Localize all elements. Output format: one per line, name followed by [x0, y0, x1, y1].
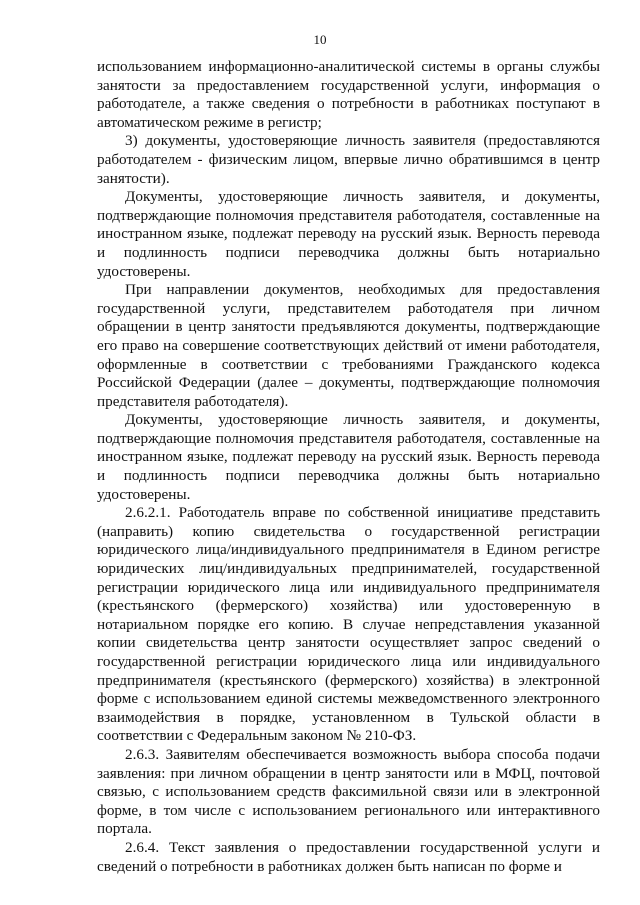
- paragraph-representative-authority: При направлении документов, необходимых для предоставления государственной услуги, представителем работодателя при личном обращении в центр занятости предъявляются документы, подтверждающие его право на совершение соответствующих действий от имени работодателя, оформленные в соответствии с требованиями Гражданского кодекса Российской Федерации (далее – документы, подтверждающие полномочия представителя работодателя).: [97, 281, 600, 410]
- paragraph-2-6-2-1: 2.6.2.1. Работодатель вправе по собственной инициативе представить (направить) копию свидетельства о государственной регистрации юридического лица/индивидуального предпринимателя в Едином регистре юридических лиц/индивидуальных предпринимателей, государственной регистрации юридического лица или индивидуального предпринимателя (крестьянского (фермерского) хозяйства) или удостоверенную в нотариальном порядке его копию. В случае непредставления указанной копии свидетельства центр занятости осуществляет запрос сведений о государственной регистрации юридического лица или индивидуального предпринимателя (крестьянского (фермерского) хозяйства) в электронной форме с использованием единой системы межведомственного электронного взаимодействия в порядке, установленном в Тульской области в соответствии с Федеральным законом № 210-ФЗ.: [97, 504, 600, 745]
- paragraph-2-6-4: 2.6.4. Текст заявления о предоставлении государственной услуги и сведений о потребности в работниках должен быть написан по форме и: [97, 838, 600, 875]
- document-body: [97, 58, 600, 876]
- paragraph-foreign-documents-translation-repeat: Документы, удостоверяющие личность заявителя, и документы, подтверждающие полномочия представителя работодателя, составленные на иностранном языке, подлежат переводу на русский язык. Верность перевода и подлинность подписи переводчика должны быть нотариально удостоверены.: [97, 411, 600, 503]
- paragraph-2-6-3: 2.6.3. Заявителям обеспечивается возможность выбора способа подачи заявления: при личном обращении в центр занятости или в МФЦ, почтовой связью, с использованием средств факсимильной связи или в электронной форме, в том числе с использованием регионального или интерактивного портала.: [97, 745, 600, 838]
- page-number: 10: [313, 32, 327, 47]
- paragraph-continuation: использованием информационно-аналитической системы в органы службы занятости за предоставлением государственной услуги, информация о работодателе, а также сведения о потребности в работниках поступают в автоматическом режиме в регистр;: [97, 58, 600, 131]
- paragraph-foreign-documents-translation: Документы, удостоверяющие личность заявителя, и документы, подтверждающие полномочия представителя работодателя, составленные на иностранном языке, подлежат переводу на русский язык. Верность перевода и подлинность подписи переводчика должны быть нотариально удостоверены.: [97, 188, 600, 280]
- paragraph-item-3-identity-documents: 3) документы, удостоверяющие личность заявителя (предоставляются работодателем - физическим лицом, впервые лично обратившимся в центр занятости).: [97, 132, 600, 187]
